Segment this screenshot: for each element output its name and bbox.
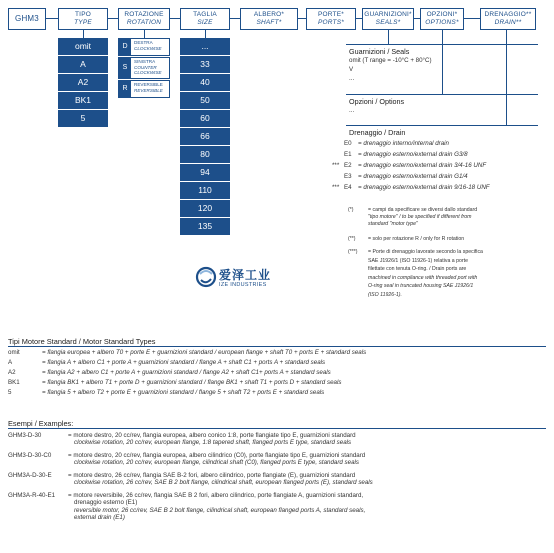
- standard-type-code: A2: [8, 369, 16, 376]
- header-label-en: PORTS*: [317, 19, 344, 26]
- header-label: ROTAZIONE: [124, 11, 164, 18]
- type-option: [58, 92, 108, 109]
- note-2: [348, 236, 464, 243]
- note-line: standard "motor type": [368, 221, 418, 228]
- example-line: clockwise rotation, 26 cc/rev, SAE B 2 bolt flange, cilindrical shaft, european flanged ports (E), standard seals: [74, 479, 373, 487]
- example-row: [8, 492, 365, 522]
- company-logo-icon: [195, 266, 217, 288]
- header-label: GUARNIZIONI*: [364, 11, 412, 18]
- seals-line: ...: [349, 75, 355, 82]
- size-option: [180, 146, 230, 163]
- seals-line: V: [349, 66, 354, 73]
- logo-text-cn: 爱泽工业: [219, 268, 272, 282]
- drain-mark: ***: [332, 184, 340, 191]
- example-code: GHM3A-R-40-E1: [8, 492, 56, 499]
- seals-line: omit (T range = -10°C + 80°C): [349, 57, 432, 64]
- header-label: TAGLIA: [193, 11, 217, 18]
- options-line: ...: [349, 107, 355, 114]
- note-1: [348, 207, 477, 229]
- example-code: GHM3-D-30: [8, 432, 42, 439]
- standard-type-row: [8, 349, 366, 356]
- note-line: = Porte di drenaggio lavorate secondo la specifica: [368, 249, 483, 255]
- example-line: = motore destro, 26 cc/rev, flangia SAE B-2 fori, albero cilindrico, porte flangiate (E), guarnizioni standard: [68, 472, 356, 479]
- size-option: [180, 218, 230, 235]
- drain-title: Drenaggio / Drain: [349, 128, 406, 137]
- connector: [205, 30, 206, 38]
- size-option: [180, 92, 230, 109]
- standard-types-rule: [8, 346, 546, 347]
- note-mark: (***): [348, 249, 358, 255]
- drain-line: [332, 162, 532, 169]
- size-option-label: 66: [200, 131, 210, 141]
- header-label-en: ROTATION: [126, 19, 162, 26]
- note-line: SAE J1926/1 (ISO 11926-1) relativa a porte: [368, 257, 468, 264]
- drain-rule: [346, 125, 538, 126]
- model-code-box: [8, 8, 46, 30]
- size-option: [180, 110, 230, 127]
- connector: [506, 30, 507, 125]
- size-option-label: 60: [200, 113, 210, 123]
- drain-code: E0: [344, 140, 352, 147]
- separator: [170, 18, 180, 19]
- seals-title: Guarnizioni / Seals: [349, 47, 410, 56]
- example-line: = motore destro, 20 cc/rev, flangia europea, albero conico 1:8, porte flangiate tipo E, guarnizioni standard: [68, 432, 356, 439]
- type-option-label: omit: [74, 41, 92, 51]
- separator: [46, 18, 58, 19]
- size-option-label: 94: [200, 167, 210, 177]
- size-option: [180, 38, 230, 55]
- drain-code: E2: [344, 162, 352, 169]
- connector: [83, 30, 84, 38]
- size-option: [180, 74, 230, 91]
- drain-line: [332, 173, 532, 180]
- drain-line: [332, 140, 532, 147]
- drain-mark: ***: [332, 162, 340, 169]
- example-code: GHM3A-D-30-E: [8, 472, 52, 479]
- rotation-option-r: [118, 80, 170, 98]
- examples-rule: [8, 428, 546, 429]
- standard-type-code: A: [8, 359, 13, 366]
- drain-text: = drenaggio esterno/external drain 3/4-16 UNF: [358, 162, 487, 169]
- type-option-label: BK1: [74, 95, 92, 105]
- size-option-label: 120: [197, 203, 213, 213]
- size-option: [180, 128, 230, 145]
- note-line: = solo per rotazione R / only for R rotation: [368, 236, 465, 242]
- drain-text: = drenaggio esterno/external drain 9/16-18 UNF: [358, 184, 490, 191]
- example-line: = motore destro, 20 cc/rev, flangia europea, albero cilindrico (C0), porte flangiate tipo E, guarnizioni standard: [68, 452, 366, 459]
- standard-type-text: = flangia BK1 + albero T1 + porte D + guarnizioni standard / flange BK1 + shaft T1 + ports D + standard seals: [42, 379, 342, 386]
- standard-type-text: = flangia europea + albero T0 + porte E + guarnizioni standard / european flange + shaft T0 + ports E + standard seals: [42, 349, 367, 356]
- note-line: machined in compliance with threaded port with: [368, 274, 478, 281]
- size-option-label: 80: [200, 149, 210, 159]
- rotation-label-en: REVERSIBLE: [134, 87, 163, 93]
- drain-code: E3: [344, 173, 352, 180]
- rotation-label: [134, 59, 168, 76]
- example-row: [8, 472, 373, 487]
- example-line: clockwise rotation, 20 cc/rev, european flange, 1:8 tapered shaft, flanged ports E type, standard seals: [74, 439, 352, 447]
- size-option-label: 110: [198, 185, 212, 195]
- separator: [464, 18, 480, 19]
- header-label: OPZIONI*: [426, 11, 458, 18]
- size-option: [180, 56, 230, 73]
- example-code: GHM3-D-30-C0: [8, 452, 52, 459]
- note-line: = campi da specificare se diversi dallo standard: [368, 207, 478, 213]
- example-line: clockwise rotation, 20 cc/rev, european flange, cilindrical shaft (C0), flanged ports E type, standard seals: [74, 459, 359, 467]
- rotation-option-d: [118, 38, 170, 56]
- standard-type-row: [8, 379, 341, 386]
- header-label-en: DRAIN**: [494, 19, 522, 26]
- header-label-en: TYPE: [74, 19, 92, 26]
- drain-text: = drenaggio interno/internal drain: [358, 140, 449, 147]
- header-label-en: SEALS*: [375, 19, 401, 26]
- header-label-en: SIZE: [197, 19, 213, 26]
- type-option-label: A2: [77, 77, 89, 87]
- standard-type-text: = flangia A2 + albero C1 + porte A + guarnizioni standard / flange A2 + shaft C1+ ports A + standard seals: [42, 369, 331, 376]
- header-label-en: SHAFT*: [256, 19, 282, 26]
- size-option-label: ...: [201, 41, 209, 51]
- rotation-label-en: COUNTER CLOCKWISE: [134, 64, 162, 75]
- standard-type-code: omit: [8, 349, 20, 356]
- example-row: [8, 432, 356, 447]
- examples-title: Esempi / Examples:: [8, 419, 74, 428]
- standard-type-row: [8, 369, 331, 376]
- header-label: DRENAGGIO**: [484, 11, 532, 18]
- note-3: [348, 248, 483, 300]
- separator: [230, 18, 240, 19]
- model-code: GHM3: [15, 14, 39, 23]
- rotation-label-en: CLOCKWISE: [134, 45, 162, 51]
- header-label: PORTE*: [317, 11, 344, 18]
- drain-code: E4: [344, 184, 352, 191]
- example-line: = motore reversibile, 26 cc/rev, flangia SAE B 2 fori, albero cilindrico, porte flangiate A, guarnizioni standard,: [68, 492, 364, 499]
- separator: [298, 18, 306, 19]
- size-option-label: 33: [200, 59, 210, 69]
- standard-type-text: = flangia A + albero C1 + porte A + guarnizioni standard / flange A + shaft C1 + ports A + standard seals: [42, 359, 326, 366]
- standard-types-title: Tipi Motore Standard / Motor Standard Types: [8, 337, 156, 346]
- note-line: "tipo motore" / to be specified if different from: [368, 214, 472, 221]
- logo-text-en: IZE INDUSTRIES: [219, 282, 267, 288]
- rotation-key: R: [119, 81, 131, 97]
- header-options: [420, 8, 464, 30]
- drain-line: [332, 184, 532, 191]
- example-line: reversible motor, 26 cc/rev, SAE B 2 bolt flange, cilindrical shaft, european flanged ports A, standard seals,: [74, 506, 366, 514]
- drain-text: = drenaggio esterno/external drain G3/8: [358, 151, 468, 158]
- header-ports: [306, 8, 356, 30]
- standard-type-text: = flangia 5 + albero T2 + porte E + guarnizioni standard / flange 5 + shaft T2 + ports E + standard seals: [42, 389, 325, 396]
- rotation-label-it: DESTRA: [134, 40, 153, 45]
- size-option: [180, 182, 230, 199]
- example-line: external drain (E1): [74, 514, 125, 522]
- header-seals: [362, 8, 414, 30]
- connector: [442, 30, 443, 94]
- example-row: [8, 452, 365, 467]
- connector: [388, 30, 389, 44]
- standard-type-code: 5: [8, 389, 12, 396]
- standard-type-code: BK1: [8, 379, 20, 386]
- options-rule: [346, 94, 538, 95]
- rotation-label: [134, 82, 163, 93]
- rotation-label-it: REVERSIBLE: [134, 82, 163, 87]
- connector: [144, 30, 145, 38]
- rotation-key: D: [119, 39, 131, 55]
- rotation-label: [134, 40, 162, 51]
- options-title: Opzioni / Options: [349, 97, 405, 106]
- type-option-label: A: [80, 59, 86, 69]
- header-label-en: OPTIONS*: [425, 19, 459, 26]
- note-mark: (*): [348, 207, 354, 213]
- type-option: [58, 38, 108, 55]
- header-type: [58, 8, 108, 30]
- type-option: [58, 74, 108, 91]
- note-line: (ISO 11926-1).: [368, 291, 402, 298]
- drain-code: E1: [344, 151, 352, 158]
- size-option-label: 135: [197, 221, 213, 231]
- note-line: filettate con tenuta O-ring. / Drain ports are: [368, 266, 467, 273]
- size-option-label: 40: [200, 77, 210, 87]
- header-drain: [480, 8, 536, 30]
- example-line: drenaggio esterno (E1): [74, 499, 138, 507]
- size-option: [180, 200, 230, 217]
- size-option-label: 50: [200, 95, 210, 105]
- standard-type-row: [8, 389, 324, 396]
- rotation-option-s: [118, 57, 170, 79]
- header-shaft: [240, 8, 298, 30]
- header-label: ALBERO*: [253, 11, 285, 18]
- separator: [108, 18, 118, 19]
- drain-line: [332, 151, 532, 158]
- header-rotation: [118, 8, 170, 30]
- size-option: [180, 164, 230, 181]
- note-mark: (**): [348, 236, 356, 242]
- type-option-label: 5: [80, 113, 86, 123]
- type-option: [58, 110, 108, 127]
- note-line: O-ring seal in truncated housing SAE J1926/1: [368, 283, 474, 290]
- header-label: TIPO: [75, 11, 91, 18]
- standard-type-row: [8, 359, 325, 366]
- drain-text: = drenaggio esterno/external drain G1/4: [358, 173, 468, 180]
- rotation-key: S: [119, 58, 131, 78]
- header-size: [180, 8, 230, 30]
- rotation-label-it: SINISTRA: [134, 59, 156, 64]
- type-option: [58, 56, 108, 73]
